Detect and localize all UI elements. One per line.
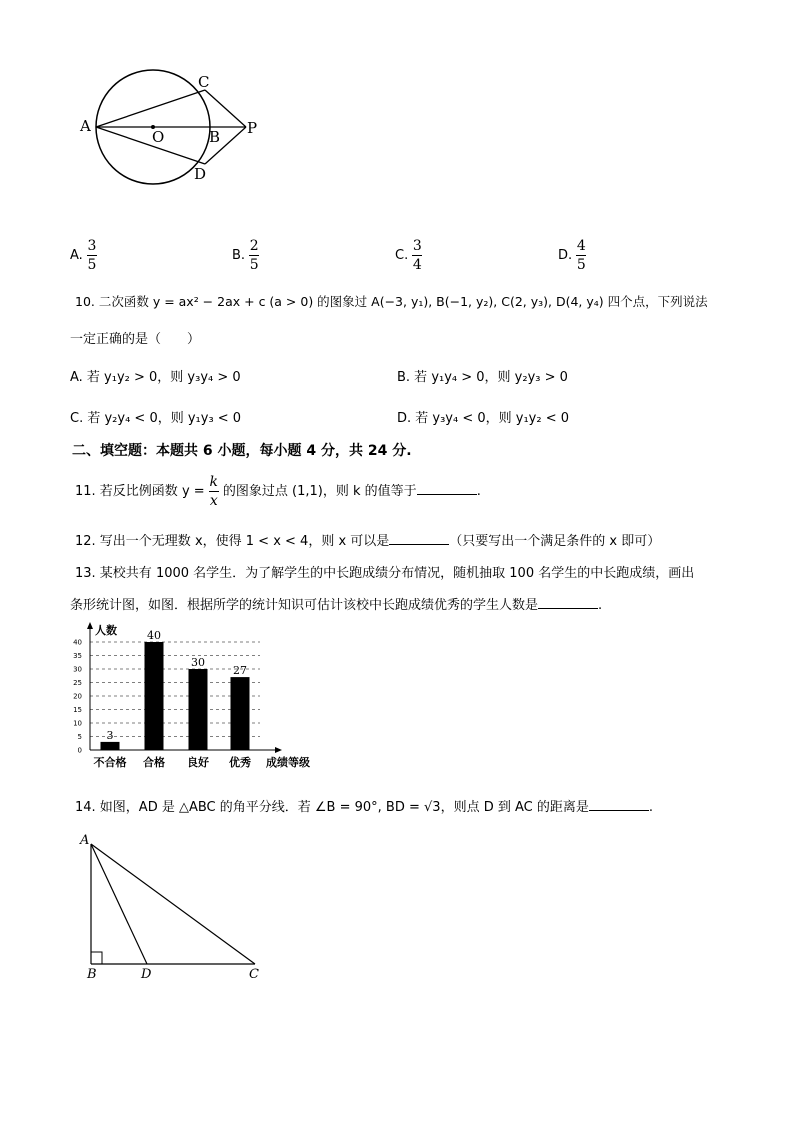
right-angle-mark: [91, 952, 102, 964]
answer-blank[interactable]: [417, 482, 477, 495]
fraction-k-over-x: $\frac{k}{x}$: [209, 474, 219, 509]
data-label: 27: [233, 664, 247, 678]
label-b: B: [209, 128, 221, 146]
fraction: $\frac{4}{5}$: [576, 238, 586, 273]
segment-ac: [96, 90, 205, 127]
y-tick-label: 30: [73, 665, 82, 674]
q14: 14. 如图，AD 是 △ABC 的角平分线．若 ∠B = 90°, BD = √3，则点 D 到 AC 的距离是 .: [75, 800, 653, 815]
q10-option-d: D. 若 y₃y₄ < 0，则 y₁y₂ < 0: [397, 411, 570, 426]
answer-blank[interactable]: [389, 532, 449, 545]
y-tick-label: 5: [77, 733, 82, 741]
x-axis-label: 成绩等级: [266, 756, 310, 769]
q10-option-b: B. 若 y₁y₄ > 0，则 y₂y₃ > 0: [397, 370, 568, 385]
label-p: P: [247, 119, 258, 137]
fraction: $\frac{3}{4}$: [412, 238, 422, 273]
bar: [145, 642, 164, 750]
circle-figure: [70, 62, 270, 192]
x-tick-label: 良好: [187, 756, 209, 769]
bar: [231, 677, 250, 750]
label-o: O: [152, 128, 165, 146]
q12: 12. 写出一个无理数 x，使得 1 < x < 4，则 x 可以是 （只要写出一个满足条件的 x 即可）: [75, 534, 661, 549]
data-label: 40: [147, 629, 161, 642]
segment-ad: [96, 127, 205, 164]
label-d: D: [141, 967, 152, 982]
segment-ad: [91, 844, 147, 964]
fraction: $\frac{2}{5}$: [249, 238, 259, 273]
x-tick-label: 优秀: [229, 756, 251, 769]
q13-line2: 条形统计图，如图．根据所学的统计知识可估计该校中长跑成绩优秀的学生人数是 .: [70, 598, 603, 613]
q10-line2: 一定正确的是（ ）: [70, 332, 201, 347]
answer-blank[interactable]: [538, 596, 598, 609]
triangle-figure: [75, 832, 275, 987]
label-c: C: [249, 967, 259, 982]
y-tick-label: 15: [73, 706, 82, 714]
label-d: D: [194, 165, 207, 183]
label-b: B: [87, 967, 97, 982]
segment-cp: [205, 90, 246, 127]
q10-line1: 10. 二次函数 y = ax² − 2ax + c (a > 0) 的图象过 A(−3, y₁), B(−1, y₂), C(2, y₃), D(4, y₄) 四个点，下列说法: [75, 294, 708, 309]
q10-option-a: A. 若 y₁y₂ > 0，则 y₃y₄ > 0: [70, 370, 241, 385]
y-tick-label: 10: [73, 719, 82, 728]
y-tick-label: 40: [73, 638, 82, 647]
bar: [101, 742, 120, 750]
q11: 11. 若反比例函数 y = $\frac{k}{x}$ 的图象过点 (1,1)，则 k 的值等于 .: [75, 474, 481, 509]
x-tick-label: 不合格: [93, 756, 127, 769]
label-a: A: [80, 833, 90, 848]
y-tick-label: 25: [73, 679, 82, 687]
label-a: A: [80, 117, 91, 135]
y-tick-label: 20: [73, 692, 82, 701]
bar-chart: [70, 620, 330, 775]
data-label: 3: [106, 728, 114, 742]
q9-option-a: A. $\frac{3}{5}$: [70, 238, 97, 273]
q9-option-c: C. $\frac{3}{4}$: [395, 238, 422, 273]
y-axis-arrow: [87, 622, 93, 629]
fraction: $\frac{3}{5}$: [87, 238, 97, 273]
q13-line1: 13. 某校共有 1000 名学生．为了解学生的中长跑成绩分布情况，随机抽取 100 名学生的中长跑成绩，画出: [75, 566, 695, 581]
answer-blank[interactable]: [589, 798, 649, 811]
y-tick-label: 0: [77, 746, 82, 755]
segment-ac: [91, 844, 255, 964]
q9-option-d: D. $\frac{4}{5}$: [558, 238, 586, 273]
q9-option-b: B. $\frac{2}{5}$: [232, 238, 259, 273]
bar: [189, 669, 208, 750]
q10-option-c: C. 若 y₂y₄ < 0，则 y₁y₃ < 0: [70, 411, 242, 426]
y-tick-label: 35: [73, 652, 82, 660]
x-tick-label: 合格: [143, 756, 165, 769]
data-label: 30: [191, 656, 205, 669]
y-axis-label: 人数: [95, 624, 117, 637]
section-title: 二、填空题：本题共 6 小题，每小题 4 分，共 24 分.: [72, 443, 412, 459]
x-axis-arrow: [275, 747, 282, 753]
label-c: C: [198, 73, 210, 91]
